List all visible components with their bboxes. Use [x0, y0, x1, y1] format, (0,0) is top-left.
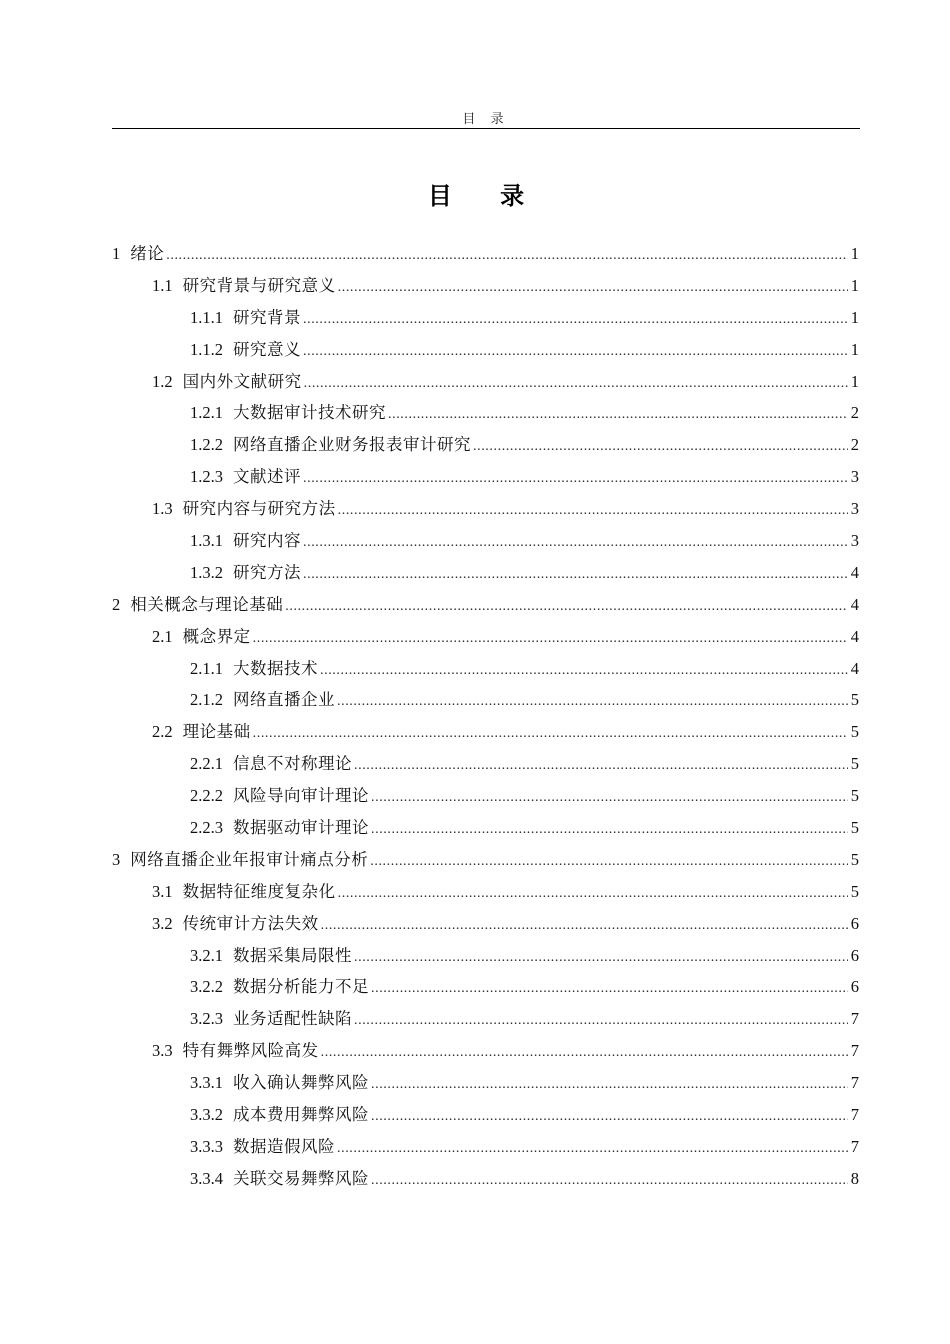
dot-leader: [303, 535, 848, 551]
dot-leader: [371, 981, 848, 997]
toc-title: 网络直播企业年报审计痛点分析: [130, 849, 369, 869]
toc-number: 1: [112, 244, 121, 263]
toc-title: 理论基础: [182, 722, 251, 742]
toc-title: 风险导向审计理论: [233, 786, 369, 806]
toc-entry[interactable]: [112, 814, 859, 846]
toc-title: 数据造假风险: [233, 1136, 335, 1156]
toc-number: 1.1.1: [190, 307, 223, 327]
toc-title: 业务适配性缺陷: [233, 1009, 352, 1029]
toc-title: 数据驱动审计理论: [233, 818, 369, 838]
toc-page-number: 6: [850, 913, 859, 933]
toc-entry[interactable]: [112, 942, 859, 974]
toc-title: 研究内容: [233, 531, 301, 551]
toc-page-number: 5: [850, 818, 859, 838]
toc-title: 绪论: [130, 244, 165, 263]
toc-title: 概念界定: [182, 626, 251, 646]
dot-leader: [253, 631, 848, 647]
toc-number: 3.2.3: [190, 1009, 223, 1029]
toc-title: 国内外文献研究: [182, 371, 302, 391]
toc-title: 收入确认舞弊风险: [233, 1073, 369, 1093]
toc-page-number: 5: [850, 754, 859, 774]
toc-number: 3.3.3: [190, 1136, 223, 1156]
toc-title: 数据采集局限性: [233, 945, 352, 965]
toc-entry[interactable]: [112, 1133, 859, 1165]
toc-page-number: 4: [850, 594, 859, 614]
toc-entry[interactable]: [112, 559, 859, 591]
dot-leader: [337, 1141, 848, 1157]
toc-title: 大数据审计技术研究: [233, 403, 386, 423]
dot-leader: [388, 407, 848, 423]
dot-leader: [371, 822, 848, 838]
toc-title: 网络直播企业财务报表审计研究: [233, 435, 471, 455]
toc-page-number: 5: [850, 722, 859, 742]
toc-number: 1.2.3: [190, 467, 223, 487]
toc-entry[interactable]: [112, 240, 859, 272]
toc-page-number: 1: [850, 244, 859, 263]
toc-page-number: 8: [850, 1168, 859, 1188]
toc-page-number: 2: [850, 403, 859, 423]
toc-title: 关联交易舞弊风险: [233, 1168, 369, 1188]
toc-number: 2.1.1: [190, 658, 223, 678]
dot-leader: [166, 248, 848, 264]
running-header: 目 录: [462, 111, 510, 126]
dot-leader: [354, 1013, 848, 1029]
toc-number: 1.1: [152, 275, 173, 295]
toc-entry[interactable]: [112, 750, 859, 782]
toc-page-number: 7: [850, 1073, 859, 1093]
toc-entry[interactable]: [112, 1101, 859, 1133]
page-title: 目 录: [427, 182, 545, 210]
toc-number: 2.2: [152, 722, 173, 742]
toc-number: 2.1: [152, 626, 173, 646]
toc-entry[interactable]: [112, 686, 859, 718]
toc-page-number: 1: [850, 371, 859, 391]
toc-entry[interactable]: [112, 527, 859, 559]
toc-number: 1.1.2: [190, 339, 223, 359]
toc-page-number: 1: [850, 275, 859, 295]
toc-entry[interactable]: [112, 878, 859, 910]
dot-leader: [371, 1109, 848, 1125]
toc-entry[interactable]: [112, 272, 859, 304]
toc-entry[interactable]: [112, 1037, 859, 1069]
toc-title: 大数据技术: [233, 658, 318, 678]
toc-page-number: 5: [850, 849, 859, 869]
toc-number: 3: [112, 849, 121, 869]
toc-entry[interactable]: [112, 336, 859, 368]
toc-number: 2.2.2: [190, 786, 223, 806]
toc-entry[interactable]: [112, 655, 859, 687]
dot-leader: [354, 758, 848, 774]
dot-leader: [303, 567, 848, 583]
toc-entry[interactable]: [112, 1069, 859, 1101]
dot-leader: [253, 726, 848, 742]
toc-page-number: 5: [850, 786, 859, 806]
toc-entry[interactable]: [112, 304, 859, 336]
toc-entry[interactable]: [112, 368, 859, 400]
toc-page-number: 3: [850, 467, 859, 487]
toc-number: 2.1.2: [190, 690, 223, 710]
toc-number: 1.2.2: [190, 435, 223, 455]
toc-number: 3.3.4: [190, 1168, 223, 1188]
header-rule: [112, 128, 860, 129]
toc-page-number: 7: [850, 1009, 859, 1029]
toc-title: 研究内容与研究方法: [182, 499, 336, 519]
toc-page-number: 1: [850, 307, 859, 327]
toc-number: 3.3.1: [190, 1073, 223, 1093]
toc-title: 研究背景与研究意义: [182, 275, 336, 295]
toc-entry[interactable]: [112, 495, 859, 527]
toc-page-number: 6: [850, 945, 859, 965]
toc-title: 成本费用舞弊风险: [233, 1105, 369, 1125]
toc-entry[interactable]: [112, 431, 859, 463]
toc-entry[interactable]: [112, 399, 859, 431]
dot-leader: [321, 918, 848, 934]
toc-page-number: 7: [850, 1105, 859, 1125]
toc-entry[interactable]: [112, 1005, 859, 1037]
toc-title: 数据特征维度复杂化: [182, 881, 336, 901]
dot-leader: [338, 886, 848, 902]
toc-title: 研究方法: [233, 562, 301, 582]
toc-number: 2.2.3: [190, 818, 223, 838]
toc-entry[interactable]: [112, 718, 859, 750]
table-of-contents: [112, 240, 859, 1197]
toc-entry[interactable]: [112, 623, 859, 655]
dot-leader: [285, 599, 848, 615]
toc-entry[interactable]: [112, 1165, 859, 1197]
dot-leader: [354, 950, 848, 966]
toc-page-number: 4: [850, 562, 859, 582]
dot-leader: [338, 280, 848, 296]
toc-page-number: 2: [850, 435, 859, 455]
dot-leader: [338, 503, 848, 519]
toc-entry[interactable]: [112, 463, 859, 495]
toc-page-number: 5: [850, 881, 859, 901]
toc-page-number: 3: [850, 531, 859, 551]
toc-title: 特有舞弊风险高发: [182, 1041, 319, 1061]
toc-number: 3.2.2: [190, 977, 223, 997]
toc-page-number: 5: [850, 690, 859, 710]
dot-leader: [304, 376, 848, 392]
toc-page-number: 4: [850, 658, 859, 678]
toc-number: 1.3.1: [190, 531, 223, 551]
toc-page-number: 1: [850, 339, 859, 359]
dot-leader: [473, 439, 848, 455]
dot-leader: [303, 344, 848, 360]
toc-page-number: 4: [850, 626, 859, 646]
toc-entry[interactable]: [112, 973, 859, 1005]
toc-title: 研究意义: [233, 339, 301, 359]
dot-leader: [303, 312, 848, 328]
toc-title: 网络直播企业: [233, 690, 335, 710]
toc-number: 3.2: [152, 913, 173, 933]
toc-number: 1.2.1: [190, 403, 223, 423]
toc-number: 2.2.1: [190, 754, 223, 774]
toc-number: 1.2: [152, 371, 173, 391]
dot-leader: [371, 790, 848, 806]
dot-leader: [371, 1077, 848, 1093]
dot-leader: [320, 663, 848, 679]
dot-leader: [321, 1045, 848, 1061]
toc-title: 研究背景: [233, 307, 301, 327]
toc-number: 3.2.1: [190, 945, 223, 965]
toc-title: 相关概念与理论基础: [130, 594, 284, 614]
toc-page-number: 7: [850, 1041, 859, 1061]
dot-leader: [370, 854, 848, 870]
toc-title: 数据分析能力不足: [233, 977, 369, 997]
toc-entry[interactable]: [112, 782, 859, 814]
toc-entry[interactable]: [112, 910, 859, 942]
toc-title: 传统审计方法失效: [182, 913, 319, 933]
toc-number: 2: [112, 594, 121, 614]
toc-page-number: 3: [850, 499, 859, 519]
toc-title: 文献述评: [233, 467, 301, 487]
toc-number: 3.3.2: [190, 1105, 223, 1125]
dot-leader: [303, 471, 848, 487]
toc-number: 3.3: [152, 1041, 173, 1061]
toc-number: 1.3: [152, 499, 173, 519]
toc-page-number: 6: [850, 977, 859, 997]
dot-leader: [371, 1173, 848, 1189]
toc-entry[interactable]: [112, 591, 859, 623]
toc-title: 信息不对称理论: [233, 754, 352, 774]
toc-number: 1.3.2: [190, 562, 223, 582]
toc-page-number: 7: [850, 1136, 859, 1156]
toc-number: 3.1: [152, 881, 173, 901]
dot-leader: [337, 694, 848, 710]
toc-entry[interactable]: [112, 846, 859, 878]
